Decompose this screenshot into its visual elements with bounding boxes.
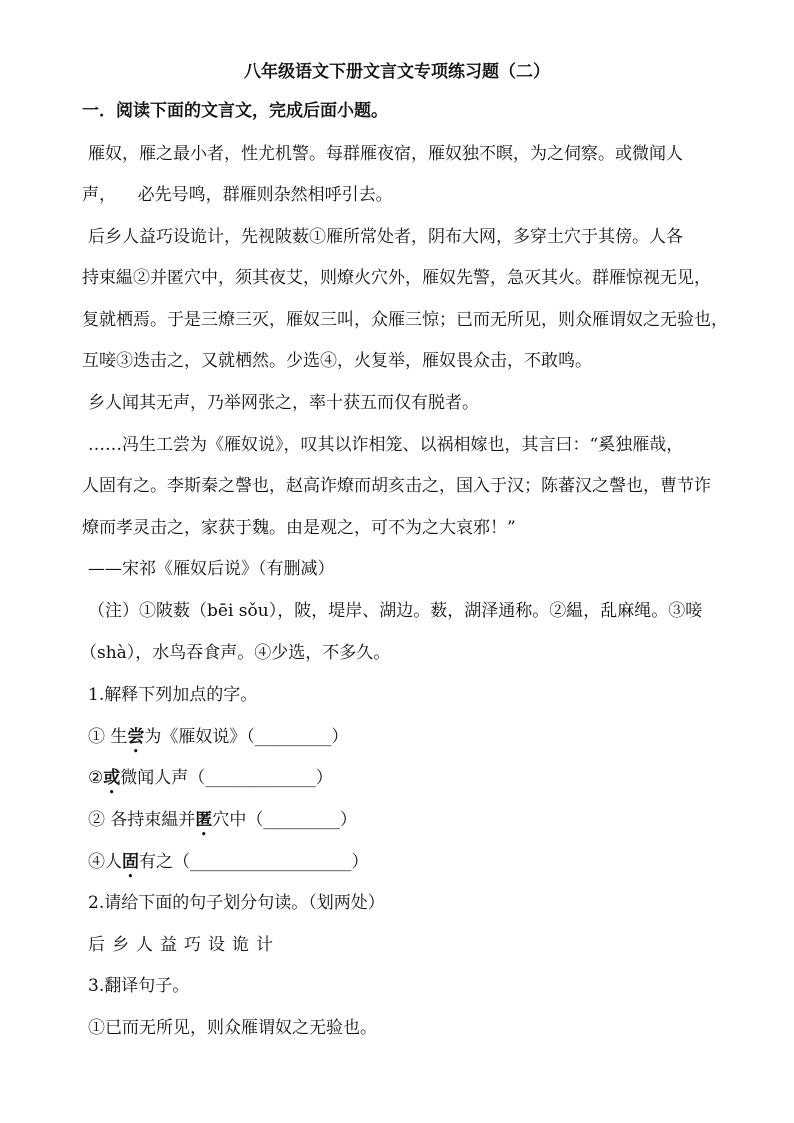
notes-line-1: （注）①陂薮（bēi sǒu），陂，堤岸、湖边。薮，湖泽通称。②緼，乱麻绳。③唼 xyxy=(88,601,703,621)
passage-paragraph-2-line-2: 持束緼②并匿穴中，须其夜艾，则燎火穴外，雁奴先警，急灭其火。群雁惊视无见， xyxy=(82,268,711,288)
answer-blank[interactable]: _________ xyxy=(263,810,340,830)
question-1-item-1: ① 生尝为《雁奴说》（_________） xyxy=(88,727,349,747)
question-2-sentence[interactable]: 后乡人益巧设诡计 xyxy=(88,935,280,955)
dotted-character: 或 xyxy=(103,768,121,788)
section-heading: 一．阅读下面的文言文，完成后面小题。 xyxy=(82,101,388,121)
passage-paragraph-1-line-2: 声， 必先号鸣，群雁则杂然相呼引去。 xyxy=(82,185,393,205)
passage-paragraph-4-line-1: ……冯生工尝为《雁奴说》，叹其以诈相笼、以祸相嫁也，其言曰：“奚独雁哉， xyxy=(88,435,684,455)
answer-blank[interactable]: _________ xyxy=(254,727,332,747)
passage-paragraph-2-line-3: 复就栖焉。于是三燎三灭，雁奴三叫，众雁三惊；已而无所见，则众雁谓奴之无验也， xyxy=(82,310,728,330)
passage-paragraph-2-line-1: 后乡人益巧设诡计，先视陂薮①雁所常处者，阴布大网，多穿土穴于其傍。人各 xyxy=(88,227,683,247)
passage-source: ——宋祁《雁奴后说》（有删减） xyxy=(88,559,335,579)
page-title: 八年级语文下册文言文专项练习题（二） xyxy=(244,62,550,82)
notes-line-2: （shà），水鸟吞食声。④少选，不多久。 xyxy=(80,643,391,663)
question-1-prompt: 1.解释下列加点的字。 xyxy=(88,685,258,705)
question-1-item-3: ② 各持束緼并匿穴中（_________） xyxy=(88,810,357,830)
passage-paragraph-4-line-3: 燎而孝灵击之，家获于魏。由是观之，可不为之大哀邪！” xyxy=(82,518,516,538)
question-2-prompt: 2.请给下面的句子划分句读。（划两处） xyxy=(88,893,385,913)
passage-paragraph-4-line-2: 人固有之。李斯秦之謦也，赵高诈燎而胡亥击之，国入于汉；陈蕃汉之謦也，曹节诈 xyxy=(82,476,711,496)
dotted-character: 匿 xyxy=(195,810,213,830)
passage-paragraph-1-line-1: 雁奴，雁之最小者，性尤机警。每群雁夜宿，雁奴独不暝，为之伺察。或微闻人 xyxy=(88,144,683,164)
question-3-prompt: 3.翻译句子。 xyxy=(88,976,190,996)
question-3-item-1: ①已而无所见，则众雁谓奴之无验也。 xyxy=(88,1018,377,1038)
question-1-item-2: ②或微闻人声（_____________） xyxy=(88,768,333,788)
dotted-character: 固 xyxy=(122,852,139,872)
dotted-character: 尝 xyxy=(127,727,145,747)
answer-blank[interactable]: ___________________ xyxy=(190,852,352,872)
question-1-item-4: ④人固有之（___________________） xyxy=(88,852,369,872)
passage-paragraph-2-line-4: 互唼③迭击之，又就栖然。少选④，火复举，雁奴畏众击，不敢鸣。 xyxy=(82,351,592,371)
passage-paragraph-3: 乡人闻其无声，乃举网张之，率十获五而仅有脱者。 xyxy=(88,393,479,413)
answer-blank[interactable]: _____________ xyxy=(205,768,316,788)
